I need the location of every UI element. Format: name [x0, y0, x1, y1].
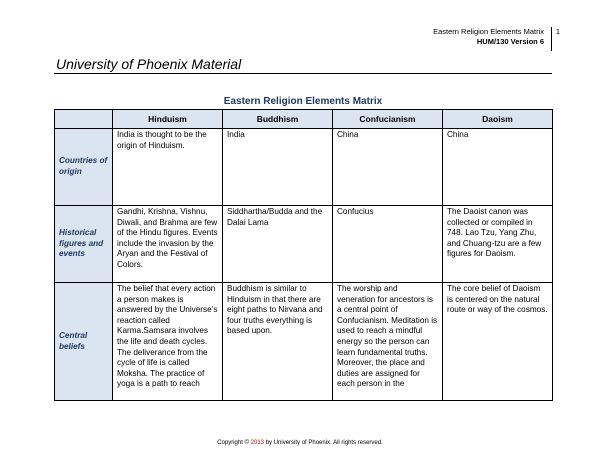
- header-course: HUM/130 Version 6: [476, 37, 544, 46]
- corner-cell: [55, 110, 113, 129]
- cell-historical-daoism: The Daoist canon was collected or compiled in 748. Lao Tzu, Yang Zhu, and Chuang-tzu are a few figures for Daoism.: [443, 206, 553, 283]
- cell-beliefs-buddhism: Buddhism is similar to Hinduism in that there are eight paths to Nirvana and four truths everything is based upon.: [223, 283, 333, 401]
- column-header-buddhism: Buddhism: [223, 110, 333, 129]
- cell-countries-confucianism: China: [333, 129, 443, 206]
- column-header-confucianism: Confucianism: [333, 110, 443, 129]
- copyright-year: 2013: [250, 440, 265, 446]
- cell-beliefs-daoism: The core belief of Daoism is centered on the natural route or way of the cosmos.: [443, 283, 553, 401]
- cell-historical-confucianism: Confucius: [333, 206, 443, 283]
- header-doc-title: Eastern Religion Elements Matrix: [433, 27, 544, 36]
- organization-title: University of Phoenix Material: [56, 56, 242, 72]
- row-label-historical: Historical figures and events: [55, 206, 113, 283]
- running-header: [433, 27, 544, 47]
- cell-beliefs-confucianism: The worship and veneration for ancestors is a central point of Confucianism. Meditation is used to reach a mindful energy so the person can learn fundamental truths. Moreover, the place and duties are assigned for each person in the: [333, 283, 443, 401]
- row-label-countries: Countries of origin: [55, 129, 113, 206]
- cell-historical-hinduism: Gandhi, Krishna, Vishnu, Diwali, and Brahma are few of the Hindu figures. Events include the invasion by the Aryan and the Festival of Colors.: [113, 206, 223, 283]
- cell-historical-buddhism: Siddhartha/Budda and the Dalai Lama: [223, 206, 333, 283]
- cell-countries-daoism: China: [443, 129, 553, 206]
- table-row: [55, 206, 553, 283]
- column-header-hinduism: Hinduism: [113, 110, 223, 129]
- religion-matrix-table: [54, 109, 553, 401]
- cell-countries-buddhism: India: [223, 129, 333, 206]
- copyright-prefix: Copyright ©: [217, 440, 249, 446]
- copyright-footer: [0, 440, 600, 446]
- table-row: [55, 283, 553, 401]
- table-header-row: [55, 110, 553, 129]
- page-number: 1: [551, 27, 560, 51]
- column-header-daoism: Daoism: [443, 110, 553, 129]
- row-label-beliefs: Central beliefs: [55, 283, 113, 401]
- title-rule: [54, 73, 552, 74]
- matrix-title: Eastern Religion Elements Matrix: [223, 96, 383, 107]
- copyright-suffix: by University of Phoenix. All rights reserved.: [265, 440, 383, 446]
- cell-countries-hinduism: India is thought to be the origin of Hinduism.: [113, 129, 223, 206]
- cell-beliefs-hinduism: The belief that every action a person makes is answered by the Universe’s reaction called Karma.Samsara involves the life and death cycles. The deliverance from the cycle of life is called Moksha. The practice of yoga is a path to reach: [113, 283, 223, 401]
- table-row: [55, 129, 553, 206]
